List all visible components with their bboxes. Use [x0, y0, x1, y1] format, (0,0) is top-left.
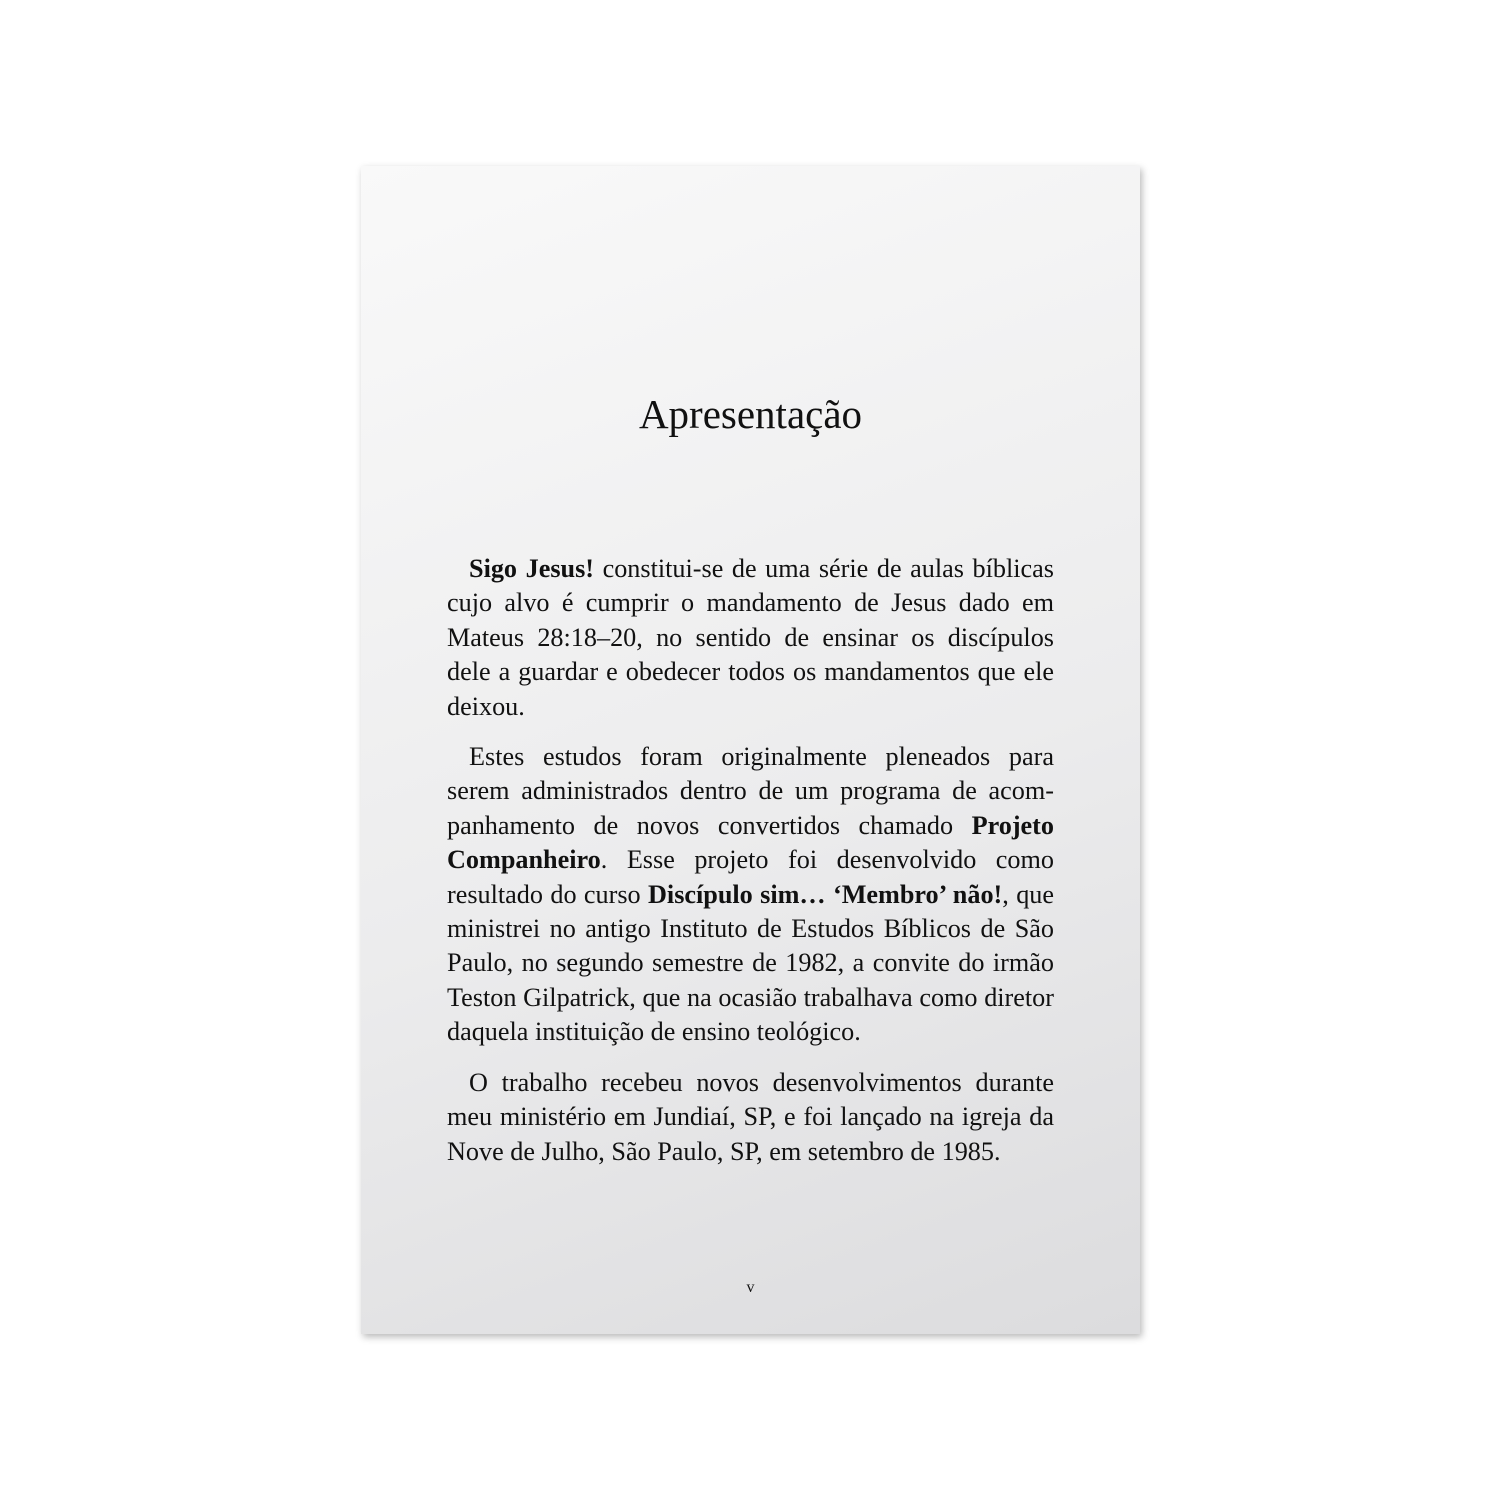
paragraph-2	[447, 740, 1054, 1050]
paragraph-1-text: constitui-se de uma série de aulas bíblicas cujo alvo é cumprir o mandamento de Jesus dado em Mateus 28:18–20, no sentido de ensinar os discípulos dele a guardar e obedecer todos os mandamentos que ele deixou.	[447, 554, 1054, 721]
book-title-bold: Sigo Jesus!	[469, 554, 594, 583]
project-name-bold: Projeto Companheiro	[447, 810, 1054, 875]
chapter-title: Apresentação	[638, 391, 863, 437]
book-page	[361, 166, 1140, 1334]
paragraph-2-text-c: , que ministrei no antigo Instituto de Estudos Bíblicos de São Paulo, no segundo semestre de 1982, a convite do irmão Teston Gilpatrick, que na ocasião trabalhava como diretor daquela instituição de ensino teológico.	[447, 879, 1055, 1047]
body-text	[447, 552, 1054, 1185]
paragraph-3	[447, 1066, 1054, 1169]
paragraph-3-text: O trabalho recebeu novos desenvolvimentos durante meu ministério em Jundiaí, SP, e foi lançado na igreja da Nove de Julho, São Paulo, SP, em setembro de 1985.	[447, 1067, 1054, 1166]
paragraph-2-text-b: . Esse projeto foi desenvolvido como resultado do curso	[447, 845, 1054, 909]
paragraph-2-text-a: Estes estudos foram originalmente pleneados para serem administrados dentro de um programa de acompanhamento de novos convertidos chamado	[447, 742, 1054, 840]
course-name-bold: Discípulo sim… ‘Membro’ não!	[648, 879, 1003, 909]
page-number: v	[746, 1279, 755, 1296]
paragraph-1	[447, 552, 1054, 724]
